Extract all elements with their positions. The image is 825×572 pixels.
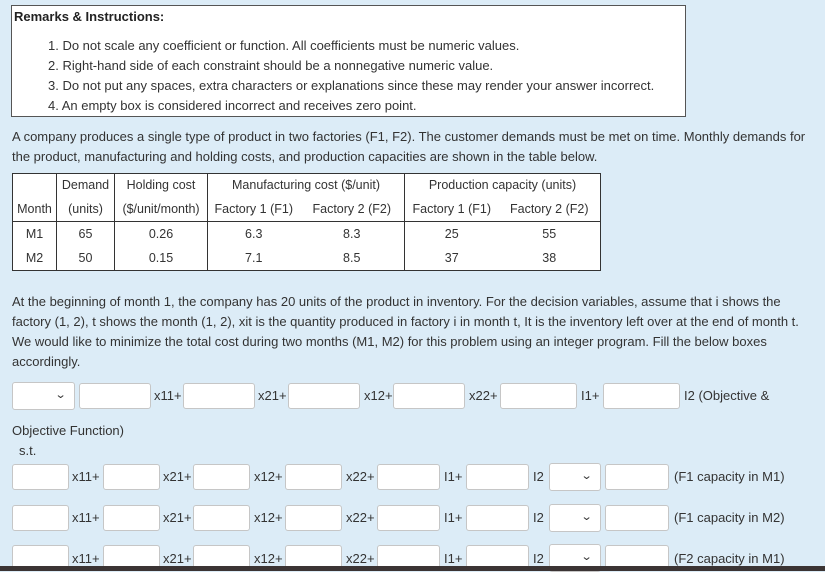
c1-coef-I1[interactable] (377, 464, 440, 490)
chevron-down-icon: ⌄ (54, 389, 67, 401)
c1-coef-x21[interactable] (103, 464, 160, 490)
obj-coef-I1[interactable] (500, 383, 577, 409)
c1-coef-x12[interactable] (193, 464, 250, 490)
c-var-label: x21+ (163, 469, 192, 484)
c2-coef-I2[interactable] (466, 505, 529, 531)
obj-var-label: I1+ (581, 388, 600, 403)
obj-var-label: x12+ (364, 388, 393, 403)
th-month: Month (13, 197, 57, 222)
intro-text: A company produces a single type of product in two factories (F1, F2). The customer demands must be met on time. Monthly demands for the product, manufacturing and holding costs, and production capacities are shown in the table below. (12, 129, 806, 164)
remarks-box (11, 5, 686, 117)
c2-coef-I1[interactable] (377, 505, 440, 531)
table-row (13, 222, 601, 247)
c-var-label: x22+ (346, 469, 375, 484)
th-mfg-cost: Manufacturing cost ($/unit) (208, 174, 405, 198)
th-capacity: Production capacity (units) (405, 174, 601, 198)
c-var-label: x21+ (163, 551, 192, 566)
obj-coef-I2[interactable] (603, 383, 680, 409)
objective-sense-select[interactable] (12, 382, 75, 410)
c-var-label: x11+ (72, 469, 100, 484)
c2-coef-x22[interactable] (285, 505, 342, 531)
obj-coef-x12[interactable] (288, 383, 360, 409)
cell-mfg-f2: 8.3 (300, 222, 405, 247)
c1-coef-x11[interactable] (12, 464, 69, 490)
remarks-title: Remarks & Instructions: (14, 9, 165, 24)
remark-item: 4. An empty box is considered incorrect and receives zero point. (48, 98, 417, 113)
c1-coef-x22[interactable] (285, 464, 342, 490)
th-cap-f2: Factory 2 (F2) (499, 197, 601, 222)
cell-cap-f1: 37 (405, 246, 499, 271)
c-var-label: I1+ (444, 469, 463, 484)
cell-month: M2 (13, 246, 57, 271)
c-var-label: x12+ (254, 510, 283, 525)
c-var-label: x21+ (163, 510, 192, 525)
th-cap-f1: Factory 1 (F1) (405, 197, 499, 222)
c1-relation-select[interactable] (549, 463, 601, 491)
remark-item: 2. Right-hand side of each constraint should be a nonnegative numeric value. (48, 58, 494, 73)
obj-var-label: x11+ (154, 388, 182, 403)
c-var-label: x22+ (346, 551, 375, 566)
data-table (12, 173, 601, 271)
chevron-down-icon: ⌄ (580, 511, 593, 523)
cell-holding: 0.15 (115, 246, 208, 271)
cell-mfg-f2: 8.5 (300, 246, 405, 271)
obj-coef-x21[interactable] (183, 383, 255, 409)
c1-rhs-input[interactable] (605, 464, 669, 490)
cell-mfg-f1: 6.3 (208, 222, 300, 247)
cell-month: M1 (13, 222, 57, 247)
obj-coef-x22[interactable] (393, 383, 465, 409)
cell-cap-f2: 38 (499, 246, 601, 271)
obj-tail-label-cont: Objective Function) (12, 423, 124, 438)
th-demand: Demand (57, 174, 115, 198)
c2-relation-select[interactable] (549, 504, 601, 532)
remark-item: 3. Do not put any spaces, extra characters or explanations since these may render your answer incorrect. (48, 78, 655, 93)
c-var-label: I1+ (444, 510, 463, 525)
c2-coef-x11[interactable] (12, 505, 69, 531)
c2-coef-x12[interactable] (193, 505, 250, 531)
c-var-label: x11+ (72, 551, 100, 566)
remarks-list (12, 36, 654, 116)
c1-coef-I2[interactable] (466, 464, 529, 490)
chevron-down-icon: ⌄ (580, 551, 593, 563)
c-var-label: I1+ (444, 551, 463, 566)
cell-demand: 50 (57, 246, 115, 271)
c2-rhs-input[interactable] (605, 505, 669, 531)
st-label: s.t. (19, 443, 37, 458)
bottom-edge-bar (0, 566, 825, 571)
c-desc-label: (F2 capacity in M1) (674, 551, 785, 566)
cell-mfg-f1: 7.1 (208, 246, 300, 271)
problem-text: At the beginning of month 1, the company has 20 units of the product in inventory. For the decision variables, assume that i shows the factory (1, 2), t shows the month (1, 2), xit is the quantity produced in factory i in month t, It is the inventory left over at the end of month t. We would like to minimize the total cost during two months (M1, M2) for this problem using an integer program. Fill the below boxes accordingly. (12, 294, 799, 369)
chevron-down-icon: ⌄ (580, 470, 593, 482)
obj-var-label: x22+ (469, 388, 498, 403)
obj-var-label: x21+ (258, 388, 287, 403)
c-var-label: I2 (533, 510, 544, 525)
c-var-label: x22+ (346, 510, 375, 525)
c-var-label: x12+ (254, 551, 283, 566)
c-var-label: x11+ (72, 510, 100, 525)
table-row (13, 246, 601, 271)
th-holding: Holding cost (115, 174, 208, 198)
th-mfg-f2: Factory 2 (F2) (300, 197, 405, 222)
c-var-label: I2 (533, 551, 544, 566)
cell-demand: 65 (57, 222, 115, 247)
cell-holding: 0.26 (115, 222, 208, 247)
c2-coef-x21[interactable] (103, 505, 160, 531)
th-units: (units) (57, 197, 115, 222)
obj-tail-label: I2 (Objective & (684, 388, 770, 403)
obj-coef-x11[interactable] (79, 383, 151, 409)
th-mfg-f1: Factory 1 (F1) (208, 197, 300, 222)
cell-cap-f2: 55 (499, 222, 601, 247)
th-holding-unit: ($/unit/month) (115, 197, 208, 222)
c-desc-label: (F1 capacity in M2) (674, 510, 785, 525)
cell-cap-f1: 25 (405, 222, 499, 247)
remark-item: 1. Do not scale any coefficient or function. All coefficients must be numeric values. (48, 38, 520, 53)
c-var-label: I2 (533, 469, 544, 484)
c-desc-label: (F1 capacity in M1) (674, 469, 785, 484)
c-var-label: x12+ (254, 469, 283, 484)
